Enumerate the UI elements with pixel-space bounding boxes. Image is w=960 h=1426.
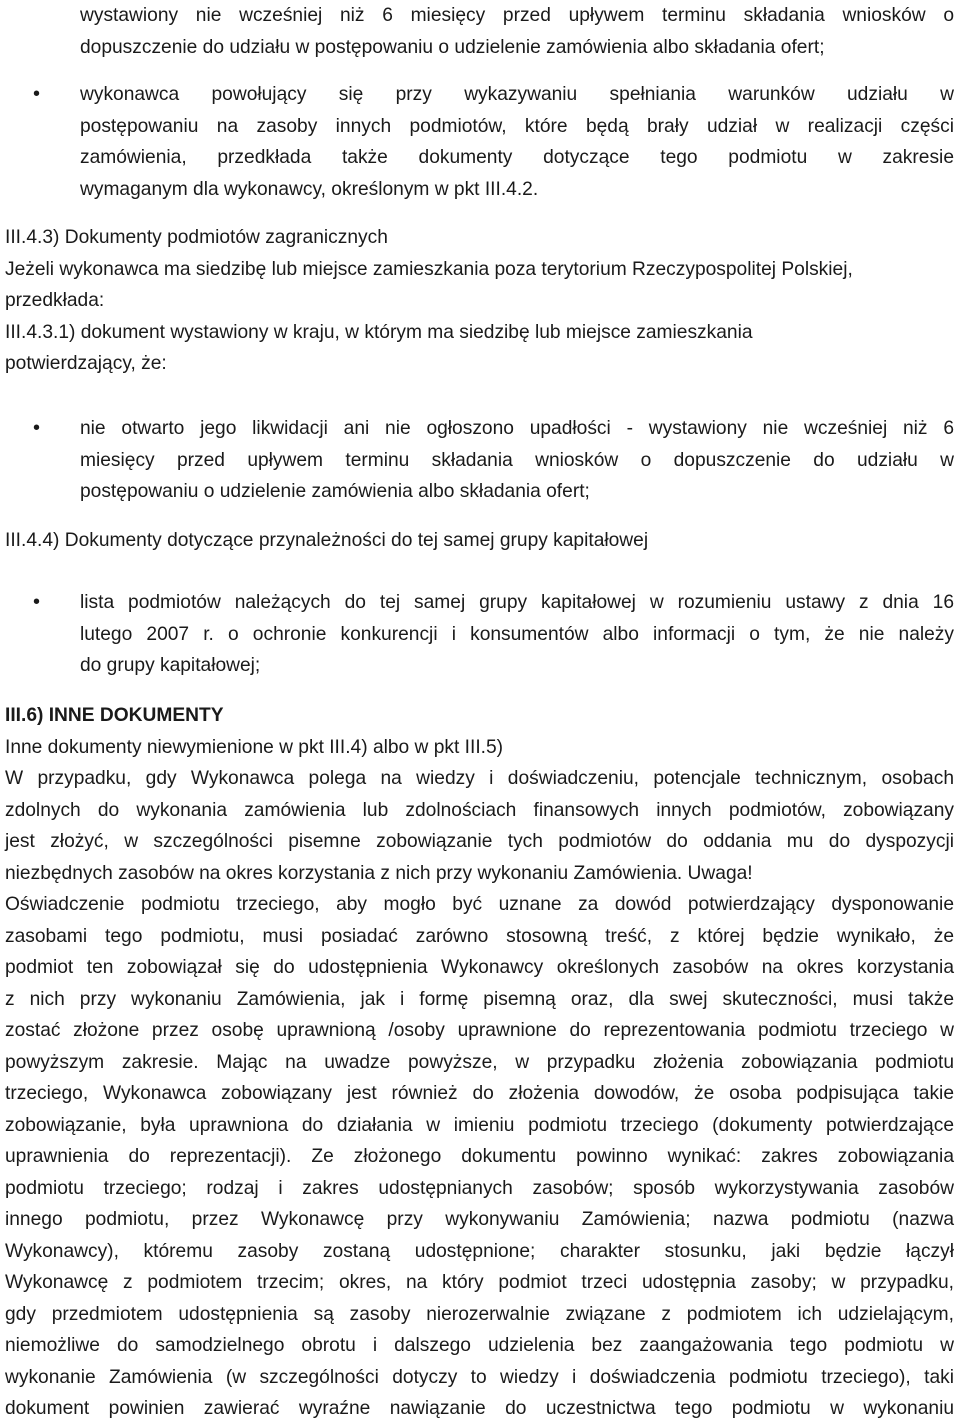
section-heading-other-text: III.6) INNE DOKUMENTY — [5, 705, 224, 726]
top-continuation-paragraph — [5, 0, 954, 63]
bullet-item-group — [5, 587, 954, 682]
text-line: jest złożyć, w szczególności pisemne zobowiązanie tych podmiotów do oddania mu do dyspozycji — [5, 831, 954, 852]
text-line: wykonawca powołujący się przy wykazywaniu spełniania warunków udziału w — [80, 84, 954, 105]
text-line: wystawiony nie wcześniej niż 6 miesięcy przed upływem terminu składania wniosków o — [80, 5, 954, 26]
section-subheading-other: Inne dokumenty niewymienione w pkt III.4) albo w pkt III.5) — [5, 736, 504, 758]
text-line: Oświadczenie podmiotu trzeciego, aby mogło być uznane za dowód potwierdzający dysponowanie — [5, 894, 954, 915]
section-heading-foreign: III.4.3) Dokumenty podmiotów zagranicznych — [5, 227, 388, 248]
text-line: zostać złożone przez osobę uprawnioną /osoby uprawnione do reprezentowania podmiotu trzeciego w — [5, 1020, 954, 1041]
text-line: do grupy kapitałowej; — [80, 655, 261, 676]
text-line: wykonanie Zamówienia (w szczególności dotyczy to wiedzy i doświadczenia podmiotu trzeciego), taki — [5, 1366, 954, 1388]
text-line: uprawnienia do reprezentacji). Ze złożonego dokumentu powinno wynikać: zakres zobowiązania — [5, 1146, 954, 1167]
text-line: zasobami tego podmiotu, musi posiadać zarówno stosowną treść, z której będzie wynikało, że — [5, 925, 954, 947]
text-line: III.4.3.1) dokument wystawiony w kraju, w którym ma siedzibę lub miejsce zamieszkania — [5, 321, 753, 343]
text-line: miesięcy przed upływem terminu składania wniosków o dopuszczenie do udziału w — [80, 449, 954, 471]
text-line: niezbędnych zasobów na okres korzystania z nich przy wykonaniu Zamówienia. Uwaga! — [5, 862, 753, 884]
text-line: przedkłada: — [5, 290, 105, 311]
text-line: postępowaniu o udzielenie zamówienia albo składania ofert; — [80, 481, 590, 502]
text-line: zobowiązanie, była uprawniona do działania w imieniu podmiotu trzeciego (dokumenty potwierdzające — [5, 1114, 954, 1136]
text-line: powyższym zakresie. Mając na uwadze powyższe, w przypadku złożenia zobowiązania podmiotu — [5, 1051, 954, 1073]
bullet-icon: • — [33, 83, 41, 105]
text-line: lista podmiotów należących do tej samej grupy kapitałowej w rozumieniu ustawy z dnia 16 — [80, 592, 954, 613]
text-line: W przypadku, gdy Wykonawca polega na wiedzy i doświadczeniu, potencjale technicznym, osobach — [5, 768, 954, 789]
text-line: trzeciego, Wykonawca zobowiązany jest również do złożenia dowodów, że osoba podpisująca takie — [5, 1083, 954, 1104]
text-line: gdy przedmiotem udostępnienia są zasoby nierozerwalnie związane z podmiotem ich udzielającym, — [5, 1303, 954, 1325]
text-line: z nich przy wykonaniu Zamówienia, jak i formę pisemną oraz, dla swej skuteczności, musi także — [5, 988, 954, 1010]
other-documents-section — [5, 700, 954, 763]
text-line: potwierdzający, że: — [5, 353, 167, 374]
bullet-icon: • — [33, 417, 41, 439]
section-heading-group: III.4.4) Dokumenty dotyczące przynależności do tej samej grupy kapitałowej — [5, 530, 649, 551]
main-paragraph — [5, 763, 954, 1425]
text-line: Jeżeli wykonawca ma siedzibę lub miejsce zamieszkania poza terytorium Rzeczypospolitej Polskiej, — [5, 258, 853, 280]
section-heading-other — [5, 700, 954, 732]
text-line: Wykonawcy), któremu zasoby zostaną udostępnione; charakter stosunku, jaki będzie łączył — [5, 1240, 954, 1262]
text-line: podmiotu trzeciego; rodzaj i zakres udostępnianych zasobów; sposób wykorzystywania zasobów — [5, 1177, 954, 1199]
text-line: zdolnych do wykonania zamówienia lub zdolnościach finansowych innych podmiotów, zobowiązany — [5, 799, 954, 821]
bullet-icon: • — [33, 591, 41, 613]
text-line: niemożliwe do samodzielnego obrotu i dalszego udzielenia bez zaangażowania tego podmiotu w — [5, 1335, 954, 1356]
bullet-item-resources — [5, 79, 954, 205]
text-line: wymaganym dla wykonawcy, określonym w pkt III.4.2. — [80, 178, 539, 200]
text-line: zamówienia, przedkłada także dokumenty dotyczące tego podmiotu w zakresie — [80, 147, 954, 168]
text-line: nie otwarto jego likwidacji ani nie ogłoszono upadłości - wystawiony nie wcześniej niż 6 — [80, 418, 954, 439]
foreign-section — [5, 222, 954, 380]
text-line: postępowaniu na zasoby innych podmiotów, które będą brały udział w realizacji części — [80, 115, 954, 137]
text-line: Wykonawcę z podmiotem trzecim; okres, na który podmiot trzeci udostępnia zasoby; w przypadku, — [5, 1272, 954, 1293]
text-line: dopuszczenie do udziału w postępowaniu o udzielenie zamówienia albo składania ofert; — [80, 36, 825, 58]
group-section — [5, 525, 954, 557]
bullet-item-liquidation — [5, 413, 954, 508]
text-line: lutego 2007 r. o ochronie konkurencji i konsumentów albo informacji o tym, że nie należy — [80, 623, 954, 645]
text-line: innego podmiotu, przez Wykonawcę przy wykonywaniu Zamówienia; nazwa podmiotu (nazwa — [5, 1209, 954, 1230]
text-line: dokument powinien zawierać wyraźne nawiązanie do uczestnictwa tego podmiotu w wykonaniu — [5, 1398, 954, 1419]
text-line: podmiot ten zobowiązał się do udostępnienia Wykonawcy określonych zasobów na okres korzystania — [5, 957, 954, 978]
